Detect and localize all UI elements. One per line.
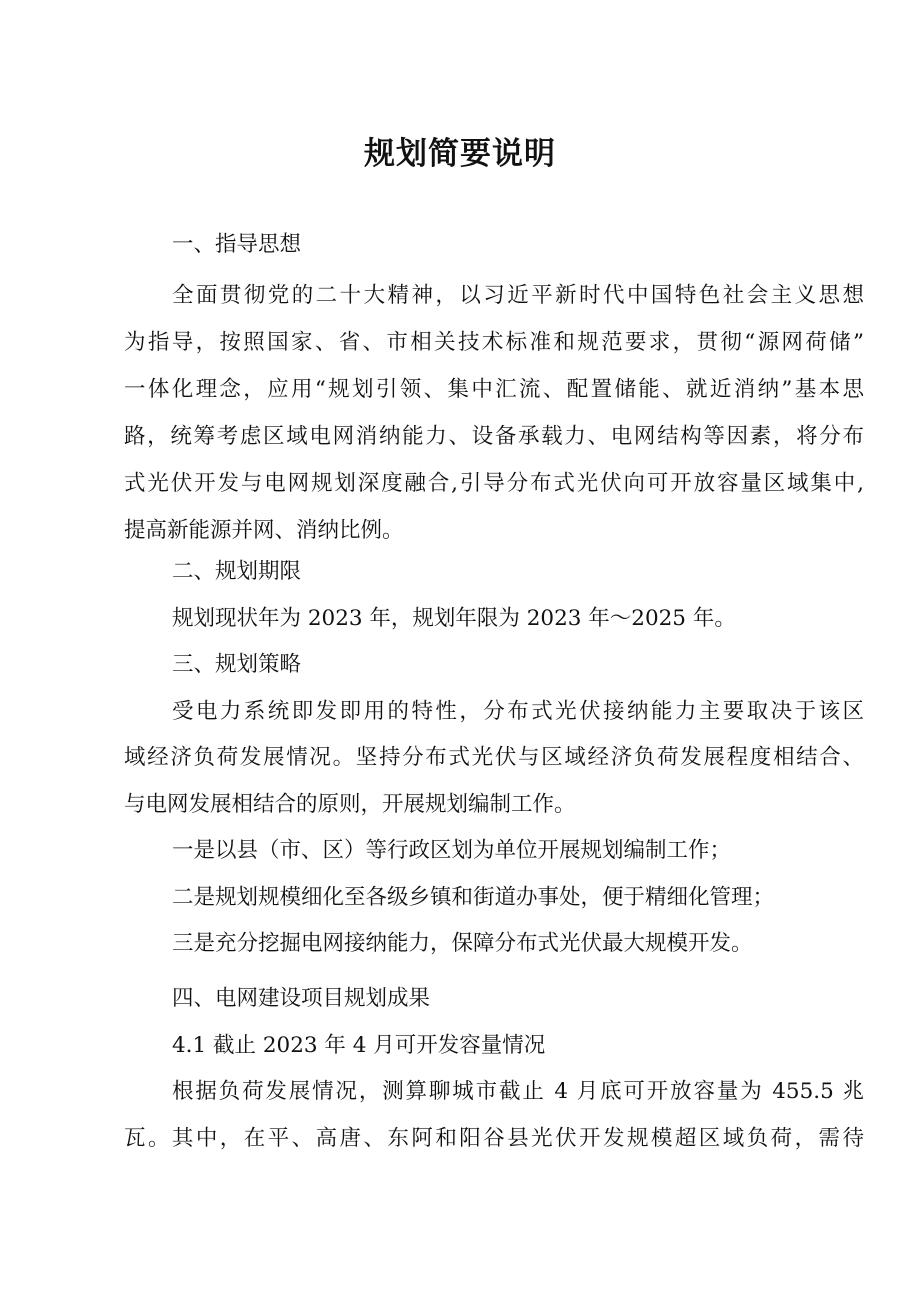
paragraph-line: 提高新能源并网、消纳比例。	[124, 518, 404, 543]
paragraph-line: 受电力系统即发即用的特性，分布式光伏接纳能力主要取决于该区	[172, 699, 864, 724]
list-item: 三是充分挖掘电网接纳能力，保障分布式光伏最大规模开发。	[172, 931, 753, 956]
paragraph-line: 域经济负荷发展情况。坚持分布式光伏与区域经济负荷发展程度相结合、	[124, 745, 864, 770]
paragraph-line: 路，统筹考虑区域电网消纳能力、设备承载力、电网结构等因素，将分布	[124, 424, 864, 449]
paragraph-line: 式光伏开发与电网规划深度融合,引导分布式光伏向可开放容量区域集中,	[124, 471, 864, 496]
list-item: 二是规划规模细化至各级乡镇和街道办事处，便于精细化管理；	[172, 885, 775, 910]
paragraph-line: 与电网发展相结合的原则，开展规划编制工作。	[124, 792, 576, 817]
subsection-heading: 4.1 截止 2023 年 4 月可开发容量情况	[172, 1033, 546, 1058]
paragraph-line: 为指导，按照国家、省、市相关技术标准和规范要求，贯彻“源网荷储”	[124, 330, 864, 355]
section-heading-planning-period: 二、规划期限	[172, 559, 302, 584]
section-heading-grid-projects: 四、电网建设项目规划成果	[172, 986, 431, 1011]
page-title: 规划简要说明	[364, 136, 556, 172]
paragraph-line: 规划现状年为 2023 年，规划年限为 2023 年～2025 年。	[172, 606, 736, 631]
paragraph-line: 根据负荷发展情况，测算聊城市截止 4 月底可开放容量为 455.5 兆	[172, 1079, 864, 1104]
section-heading-guiding-ideology: 一、指导思想	[172, 232, 302, 257]
list-item: 一是以县（市、区）等行政区划为单位开展规划编制工作；	[172, 838, 732, 863]
paragraph-line: 一体化理念，应用“规划引领、集中汇流、配置储能、就近消纳”基本思	[124, 377, 864, 402]
paragraph-line: 全面贯彻党的二十大精神，以习近平新时代中国特色社会主义思想	[172, 283, 864, 308]
paragraph-line: 瓦。其中，在平、高唐、东阿和阳谷县光伏开发规模超区域负荷，需待	[124, 1126, 864, 1151]
section-heading-planning-strategy: 三、规划策略	[172, 652, 302, 677]
